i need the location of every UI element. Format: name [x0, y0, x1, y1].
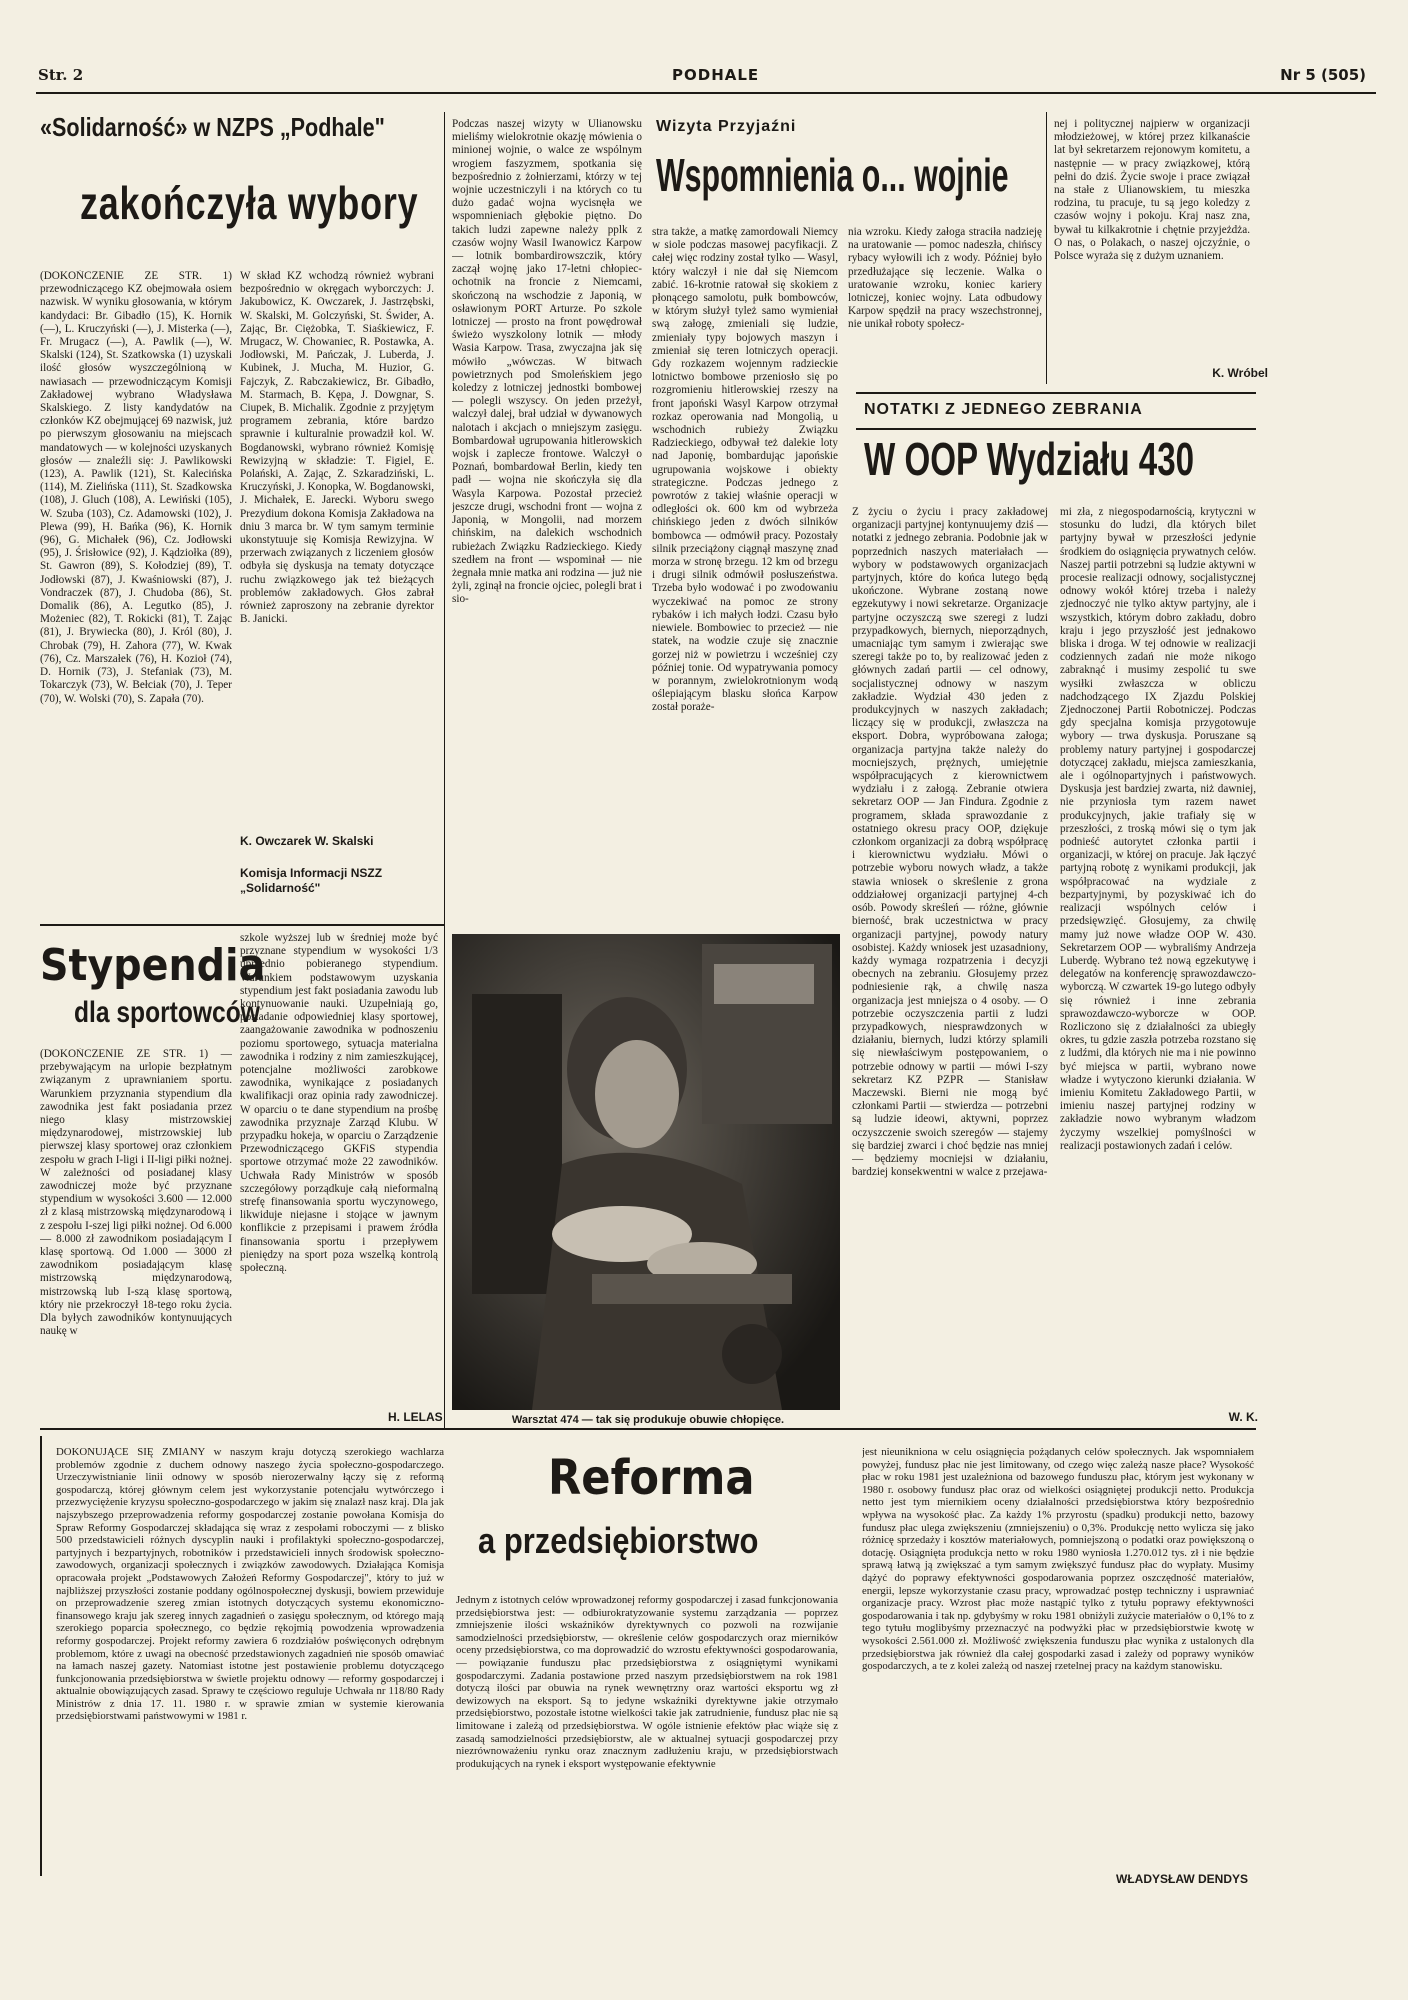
column-rule-1: [444, 112, 445, 1428]
page-label: Str. 2: [38, 66, 84, 84]
art1-bottom-rule: [40, 924, 444, 926]
art3-kicker-box: [856, 392, 1256, 430]
art2-column-4: nej i politycznej najpierw w organizacji młodzieżowej, w której przez kilkanaście lat był sekretarzem rejonowym komitetu, a następnie — w pracy związkowej, którą pełni do dziś. Życie swoje i prace związał na stałe z Ulianowskiem, tu mieszka rodzina, tu pracuje, tu są jego koledzy z czasów wojny i pokoju. Kraj nasz zna, bywał tu kilkakrotnie i chętnie przyjeżdża. O nas, o Polakach, o naszej ojczyźnie, o Polsce wyraża się z dużym uznaniem.: [1054, 118, 1250, 263]
art2-kicker: Wizyta Przyjaźni: [656, 118, 797, 135]
art2-title: Wspomnienia o... wojnie: [656, 149, 1009, 201]
art1-signature: K. Owczarek W. Skalski: [240, 834, 374, 848]
column-rule-2: [1046, 112, 1047, 384]
mid-rule: [40, 1428, 1256, 1430]
paper-name: PODHALE: [672, 66, 760, 84]
art1-column-2: W skład KZ wchodzą również wybrani bezpośrednio w okręgach wyborczych: J. Jakubowicz, K. Owczarek, J. Jastrzębski, W. Skalski, M. Golczyński, St. Świder, A. Zając, Br. Ciężobka, T. Siaśkiewicz, F. Mrugacz, W. Chowaniec, R. Postawka, A. Jodłowski, M. Pańczak, J. Luberda, J. Kubinek, J. Mucha, M. Huzior, G. Fajczyk, Z. Rabczakiewicz, Br. Gibadło, M. Starmach, B. Kępa, J. Dowgnar, S. Ciupek, B. Michalik. Zgodnie z przyjętym programem zebrania, które bardzo sprawnie i kulturalnie prowadził kol. W. Bogdanowski, wybrano również Komisję Rewizyjną w składzie: T. Figiel, E. Polański, A. Zając, Z. Szkaradziński, L. Kruczyński, J. Konopka, W. Bogdanowski, J. Michałek, E. Jarecki. Wyboru swego Prezydium dokona Komisja Zakładowa na dniu 3 marca br. W tym samym terminie ukonstytuuje się Komisja Rewizyjna. W przerwach związanych z liczeniem głosów odbyła się dyskusja na tematy dotyczące ruchu związkowego jak też bieżących problemów zakładowych. Głos zabrał również zaproszony na zebranie dyrektor B. Janicki.: [240, 270, 434, 626]
art4-signature: H. LELAS: [388, 1410, 443, 1424]
art1-column-1: (DOKOŃCZENIE ZE STR. 1) przewodniczącego KZ obejmowała osiem nazwisk. W wyniku głosowania, w którym kandydaci: Br. Gibadło (15), K. Hornik (—), L. Kruczyński (—), J. Misterka (—), Fr. Mrugacz (—), A. Pawlik (—), W. Skalski (124), St. Szatkowska (1) uzyskali ilość głosów wyszczególnioną w nawiasach — przewodniczącym Komisji Zakładowej wybrano Władysława Skalskiego. Z listy kandydatów na członków KZ obejmującej 69 nazwisk, już po pierwszym głosowaniu na miejscach mandatowych — w kolejności uzyskanych głosów — znaleźli się: J. Pawlikowski (123), A. Pawlik (121), St. Kalecińska (114), M. Zielińska (111), St. Szadkowska (108), J. Gluch (108), A. Lewiński (105), W. Szuba (103), Cz. Adamowski (102), J. Plewa (99), H. Bańka (96), K. Hornik (96), G. Michałek (96), Cz. Jodłowski (95), J. Śrisłowice (92), J. Kądziołka (89), St. Gawron (89), S. Kołodziej (89), T. Jodłowski (87), J. Kwaśniowski (87), J. Vondraczek (87), J. Chudoba (86), St. Domalik (86), A. Legutko (85), J. Możeniec (82), T. Rokicki (81), T. Zając (81), J. Brywiecka (80), J. Król (80), J. Chrobak (79), H. Zahora (77), W. Kwak (76), Cz. Marszałek (76), H. Kozioł (74), D. Hornik (73), J. Stefaniak (73), M. Tokarczyk (73), W. Bełciak (70), J. Teper (70), W. Wolski (70), S. Zapała (70).: [40, 270, 232, 705]
art5-signature: WŁADYSŁAW DENDYS: [1116, 1872, 1248, 1886]
art4-title-line1: Stypendia: [40, 940, 266, 991]
art3-column-1: Z życiu o życiu i pracy zakładowej organizacji partyjnej kontynuujemy dziś — notatki z jednego zebrania. Podobnie jak w poprzednich naszych materiałach — wybory w podstawowych organizacjach partyjnych, które do końca lutego będą ukończone. Wybrane zostaną nowe egzekutywy i nowi sekretarze. Organizacje partyjne oczyszczą swe szeregi z ludzi przypadkowych, biernych, nieporządnych, umacniając tym samym i zwierając swe szeregi także po to, by realizować jeden z głównych zadań partii — cel odnowy, socjalistycznej odnowy w naszym zakładzie. Wydział 430 jeden z produkcyjnych w naszych zakładach; liczący się w produkcji, zwłaszcza na eksport. Dobra, wypróbowana załoga; organizacja partyjna także należy do mocniejszych, prężnych, umiejętnie współpracujących z kierownictwem wydziału i z załogą. Zebranie otwiera sekretarz OOP — Jan Findura. Zgodnie z programem, składa sprawozdanie z ostatniego okresu pracy OOP, dziękuje członkom organizacji za dobrą współpracę i kierownictwu wydziału. Mówi o potrzebie wyboru nowych władz, a także stawia wniosek o skreślenie z grona oddziałowej organizacji partyjnej 4-ch osób. Powody skreśleń — różne, głównie bierność, brak uczestnictwa w pracy organizacji partyjnej, powody natury osobistej. Każdy wniosek jest uzasadniony, każdy wymaga rozpatrzenia i decyzji obecnych na zebraniu. Głosujemy przez podniesienie rąk, a chwilę nasza organizacja jest mniejsza o 4 osoby. — O potrzebie oczyszczenia partii z ludzi przypadkowych, niesprawdzonych w działaniu, biernych, ludzi którzy splamili się niewłaściwym postępowaniem, o potrzebie odnowy w partii — mówi I-szy sekretarz KZ PZPR — Stanisław Maczewski. Bierni nie mogą być członkami Partii — stwierdza — potrzebni są ludzie ideowi, aktywni, poprzez oczyszczenie swoich szeregów — stajemy się bardziej zwarci i choć będzie nas mniej — będziemy mocniejsi w działaniu, bardziej konsekwentni w walce z przejawa-: [852, 506, 1048, 1179]
art3-column-2: mi zła, z niegospodarnością, krytyczni w stosunku do ludzi, dla których bilet partyjny bywał w przeszłości jedynie środkiem do osiągnięcia prywatnych celów. Naszej partii potrzebni są ludzie aktywni w procesie realizacji odnowy, socjalistycznej odnowy wokół której trzeba i należy zjednoczyć nie tylko aktyw partyjny, ale i wszystkich, którym dobro zakładu, dobro kraju i jego przyszłość jest jednakowo bliska i droga. W tej odnowie w realizacji codziennych zadań nie może nikogo zabraknąć i musimy zespolić tu swe wysiłki zwłaszcza w obliczu nadchodzącego IX Zjazdu Polskiej Zjednoczonej Partii Robotniczej. Podczas gdy specjalna komisja przygotowuje wybory — trwa dyskusja. Poruszane są problemy natury partyjnej i gospodarczej dotyczącej zakładu, miejsca zamieszkania, ale i ogólnopartyjnych i państwowych. Dyskusja jest bardziej zwarta, niż dawniej, nie przyniosła tym razem nawet produkcyjnych, jakie trafiały się w przeszłości, z troską mówi się o tym jak podnieść autorytet członka partii i organizacji, w której on pracuje. Jak łączyć partyjną robotę z wynikami produkcji, jak współpracować na wydziale z bezpartyjnymi, by pozyskiwać ich do realizacji wspólnych celów i przedsięwzięć. Głosujemy, za chwilę mamy już nowe władze OOP W. 430. Sekretarzem OOP — wybraliśmy Andrzeja Luberdę. Wybrano też nową egzekutywę i delegatów na konferencję sprawozdawczo-wyborczą. W czwartek 19-go lutego odbyły się również i inne zebrania sprawozdawczo-wyborcze w OOP. Rozliczono się z działalności za ubiegły okres, tu gdzie zaszła potrzeba rozstano się z ludźmi, dla których nie ma i nie powinno być miejsca w partii, wybrano nowe władze i wytyczono kierunki działania. W imieniu Komitetu Zakładowego Partii, w imieniu naszej partyjnej rodziny w zakładzie nowo wybranym władzom życzymy wszelkiej pomyślności w realizacji postawionych zadań i celów.: [1060, 506, 1256, 1152]
art5-column-3: jest nieunikniona w celu osiągnięcia pożądanych celów społecznych. Jak wspomniałem powyżej, fundusz płac nie jest limitowany, od czego więc zależą nasze płace? Wysokość płac w roku 1981 jest uzależniona od bazowego funduszu płac, którym jest wykonany w 1980 r. osobowy fundusz płac oraz od wielkości osiągniętej produkcji netto. Produkcja netto jest tym miernikiem oceny działalności przedsiębiorstwa który bezpośrednio wpływa na wysokość płac. Za każdy 1% przyrostu (spadku) produkcji netto, bazowy fundusz płac ulega zwiększeniu (zmniejszeniu) o 0,3%. Produkcję netto wylicza się jako różnicę sprzedaży i kosztów materiałowych, pomniejszoną o podatki oraz powiększoną o dotację. Osiągnięta produkcja netto w roku 1980 wyniosła 1.270.012 tys. zł i nie będzie sprawą łatwą ją zwiększać a tym samym zwiększyć fundusz płac do wypłaty. Musimy dążyć do poprawy efektywności gospodarowania poprzez oszczędność materiałów, energii, lepsze wykorzystanie czasu pracy, wprowadzać postęp techniczny i usprawniać organizacje pracy. Wzrost płac może nastąpić tylko z tytułu poprawy efektywności gospodarowania i tak np. gdybyśmy w roku 1981 obniżyli zużycie materiałów o 0,1% to z tego tytułu moglibyśmy przeznaczyć na podwyżki płac w przedsiębiorstwie kwotę w wysokości 2.561.000 zł. Możliwość zwiększenia funduszu płac wynika z ustalonych dla przedsiębiorstwa jak również dla całej gospodarki zasad i zależy od poprawy wyników gospodarczych, a te z kolei zależą od naszej rzetelnej pracy na każdym stanowisku.: [862, 1446, 1254, 1673]
art3-signature: W. K.: [1228, 1410, 1258, 1424]
issue-label: Nr 5 (505): [1280, 66, 1366, 84]
art5-column-2: Jednym z istotnych celów wprowadzonej reformy gospodarczej i zasad funkcjonowania przedsiębiorstwa jest: — odbiurokratyzowanie systemu zarządzania — poprzez zmniejszenie ilości wskaźników dyrektywnych co pozwoli na rozwijanie samodzielności przedsiębiorstw, — określenie celów gospodarczych oraz mierników oceny przedsiębiorstwa, co ma doprowadzić do wzrostu efektywności gospodarowania, — powiązanie funduszu płac przedsiębiorstwa z osiągniętymi wynikami gospodarczymi. Zadania postawione przed naszym przedsiębiorstwem na rok 1981 dotyczą ilości par obuwia na rynek wewnętrzny oraz wartości eksportu wg zł dewizowych na eksport. Są to jedyne wskaźniki dyrektywne jakie otrzymało przedsiębiorstwo, pozostałe istotne wielkości takie jak zatrudnienie, fundusz płac nie są limitowane i zależą od przedsiębiorstwa. W ogóle istnienie efektów płac wiąże się z zasadą samodzielności przedsiębiorstw, ale w aktualnej sytuacji gospodarczej przy niezrównoważeniu rynku oraz znacznym zadłużeniu kraju, w przedsiębiorstwach produkujących na rynek i eksport występowanie efektywnie: [456, 1594, 838, 1770]
workshop-photo: [452, 934, 840, 1410]
art1-title-line2: zakończyła wybory: [80, 177, 419, 229]
art3-kicker: NOTATKI Z JEDNEGO ZEBRANIA: [864, 401, 1143, 418]
art1-signature-committee: Komisja Informacji NSZZ „Solidarność": [240, 866, 383, 895]
art4-column-2: szkole wyższej lub w średniej może być przyznane stypendium w wysokości 1/3 uprzednio pobieranego stypendium. Warunkiem podstawowym uzyskania stypendium jest fakt posiadania zawodu lub kontynuowanie nauki. Uzupełniają go, posiadanie odpowiedniej klasy sportowej, zaangażowanie zawodnika w podnoszeniu poziomu sportowego, sytuacja materialna zawodnika i rodziny z nim zamieszkującej, potencjalne możliwości zarobkowe zawodnika, wynikające z posiadanych kwalifikacji oraz opinia rady zawodniczej. W oparciu o te dane stypendium na prośbę zawodnika przyznaje Zarząd Klubu. W przypadku hokeja, w oparciu o Zarządzenie Przewodniczącego GKFiS stypendia sportowe otrzymać może 22 zawodników. Uchwała Rady Ministrów w sposób szczegółowy porządkuje całą nieformalną strefę finansowania sportu wyczynowego, likwiduje niejasne i stojące w jawnym konflikcie z przepisami i prawem źródła finansowania sportu i przepływem pieniędzy na sport poza wszelką kontrolą społeczną.: [240, 932, 438, 1275]
workshop-photo-image: [452, 934, 840, 1410]
art1-title-line1: «Solidarność» w NZPS „Podhale": [40, 112, 385, 142]
art4-title-line2: dla sportowców: [74, 996, 260, 1029]
art5-title-line1: Reforma: [548, 1450, 755, 1506]
art2-column-3: nia wzroku. Kiedy załoga straciła nadzieję na uratowanie — pomoc nadeszła, chińscy rybacy wyłowili ich z wody. Później było przedłużające się leczenie. Walka o uratowanie wzroku, koniec kariery lotniczej, koniec wojny. Lata odbudowy Karpow spędził na pracy wszechstronnej, nie unikał roboty społecz-: [848, 226, 1042, 331]
art5-column-1: DOKONUJĄCE SIĘ ZMIANY w naszym kraju dotyczą szerokiego wachlarza problemów zgodnie z duchem odnowy naszego życia społeczno-gospodarczego. Urzeczywistnianie linii odnowy w sposób nierozerwalny łączy się z reformą gospodarczą, której głównym celem jest wykorzystanie potencjału wytwórczego i przezwyciężenie kryzysu społeczno-gospodarczego w jakim się znalazł nasz kraj. Dla jak najszybszego przeprowadzenia reformy gospodarczej zostanie powołana Komisja do Spraw Reformy Gospodarczej składająca się wraz z zespołami roboczymi — z blisko 500 przedstawicieli różnych dyscyplin nauki i profilaktyki społeczno-gospodarczej, partyjnych i bezpartyjnych, robotników i przedstawicieli innych środowisk społeczno-zawodowych, organizacji społecznych i związków zawodowych. Działająca Komisja opracowała projekt „Podstawowych Założeń Reformy Gospodarczej", który to już w najbliższej przyszłości zostanie poddany ogólnospołecznej dyskusji, bowiem przewiduje on przeprowadzenie szereg zmian istotnych dotyczących systemu ekonomiczno-finansowego kraju jak szereg innych zagadnień o zasięgu społecznym, od którego mają szerokiego poparcia społecznego, co będzie rękojmią powodzenia wprowadzenia reformy gospodarczej. Projekt reformy zawiera 6 rozdziałów poświęconych odrębnym problemom, które z uwagi na obecność przedstawionych zagadnień nie sposób omawiać na łamach naszej gazety. Natomiast istotne jest postawienie problemu dotyczącego funkcjonowania przedsiębiorstwa w świetle projektu odnowy — reformy gospodarczej i aktualnie obowiązujących zasad. Sprawy te częściowo reguluje Uchwała nr 118/80 Rady Ministrów z dnia 17. 11. 1980 r. w sprawie zmian w systemie kierowania przedsiębiorstwami państwowymi w 1981 r.: [56, 1446, 444, 1723]
art5-title-line2: a przedsiębiorstwo: [478, 1520, 759, 1561]
art2-signature: K. Wróbel: [1212, 366, 1268, 380]
art4-column-1: (DOKOŃCZENIE ZE STR. 1) — przebywającym na urlopie bezpłatnym związanym z uprawnianiem sportu. Warunkiem przyznania stypendium dla zawodnika jest fakt posiadania przez niego klasy mistrzowskiej międzynarodowej, mistrzowskiej lub pierwszej klasy sportowej oraz członkiem zespołu w grach I-ligi i II-ligi piłki nożnej. W zależności od posiadanej klasy zawodniczej może być przyznane stypendium w wysokości 3.600 — 12.000 zł z klasą mistrzowską międzynarodową i z zespołu I-szej ligi piłki nożnej. Od 6.000 — 8.000 zł zawodnikom posiadającym I klasę sportową. Od 1.000 — 3000 zł zawodnikom posiadającym klasę mistrzowską międzynarodową, mistrzowską lub I-szą klasę sportową, który nie przekroczył 18-tego roku życia. Dla byłych zawodników kontynuujących naukę w: [40, 1048, 232, 1338]
art5-left-rule: [40, 1436, 42, 1876]
art2-column-2: stra także, a matkę zamordowali Niemcy w siole podczas masowej pacyfikacji. Z całej więc rodziny został tylko — Wasyl, który walczył i nie dał się Niemcom zabić. 16-krotnie ratował się skokiem z płonącego samolotu, pułk bombowców, w którym służył tyleż samo wymieniał swą załogę, zmieniali się ludzie, zmieniały typy bojowych maszyn i zmieniał się teren lotniczych operacji. Gdy rozkazem wojennym radzieckie lotnictwo bombowe przeniosło się po rozgromieniu hitlerowskiej rzeszy na front japoński Wasyl Karpow otrzymał rozkaz operowania nad Mongolią, u wschodnich rubieży Związku Radzieckiego, odbywał też dalekie loty nad Japonię, bombardując japońskie ugrupowania wojskowe i obiekty strategiczne. Podczas jednego z powrotów z takiej właśnie operacji w odległości ok. 600 km od wybrzeża chińskiego jeden z dwóch silników bombowca — odmówił pracy. Pozostały silnik przeciążony ciągnął maszynę znad morza w stronę brzegu. 12 km od brzegu i drugi silnik odmówił posłuszeństwa. Trzeba było wodować i po zwodowaniu wyczekiwać na pomoc ze strony rybaków i ich małych łodzi. Czasu było niewiele. Bombowiec to przecież — nie statek, na wodzie czuje się znacznie gorzej niż w powietrzu i wcześniej czy później tonie. Od wypatrywania pomocy w porannym, zwielokrotnionym wodą oślepiającym blasku słońca Karpow został poraże-: [652, 226, 838, 714]
masthead-rule: [36, 92, 1376, 94]
art2-column-1: Podczas naszej wizyty w Ulianowsku mieliśmy wielokrotnie okazję mówienia o minionej wojnie, o walce ze wspólnym wrogiem faszyzmem, spotkania się bezpośrednio z żołnierzami, którzy w tej wojnie uczestniczyli i na których co tu dużo gadać wojna wycisnęła we wspomnieniach głębokie piętno. Do takich ludzi zapewne należy pplk z czasów wojny Wasil Iwanowicz Karpow — lotnik bombardirowszczik, który zaczął wojnę jako 17-letni chłopiec-ochotnik na froncie z Niemcami, skończoną na wschodzie z Japonią, w osławionym PORT Arturze. Po szkole lotniczej — prosto na front powędrował świeżo wyszkolony lotnik — młody Wasia Karpow. Trasa, zwyczajna jak się mówiło „wówczas. W bitwach powietrznych pod Smoleńskiem jego koledzy z lotniczej jednostki bombowej — polegli wszyscy. On jeden przeżył, walczył dalej, brał udział w dywanowych nalotach i akcjach o mniejszym zasięgu. Bombardował ugrupowania hitlerowskich wojsk i zaplecze frontowe. Walczył o Poznań, bombardował Berlin, kiedy ten padł — wojna nie skończyła się dla Wasyla Karpowa. Pozostał przecież jeszcze drugi, wschodni front — wojna z Japonią, w Mongolii, nad morzem chińskim, na dalekich wschodnich rubieżach Związku Radzieckiego. Kiedy szedłem na front — wspominał — nie żegnała mnie matka ani rodzina — już nie żyli, zginął na froncie ojciec, polegli brat i sio-: [452, 118, 642, 606]
masthead: [38, 62, 1376, 86]
photo-caption: Warsztat 474 — tak się produkuje obuwie chłopięce.: [511, 1414, 785, 1426]
art3-title: W OOP Wydziału 430: [864, 433, 1195, 485]
